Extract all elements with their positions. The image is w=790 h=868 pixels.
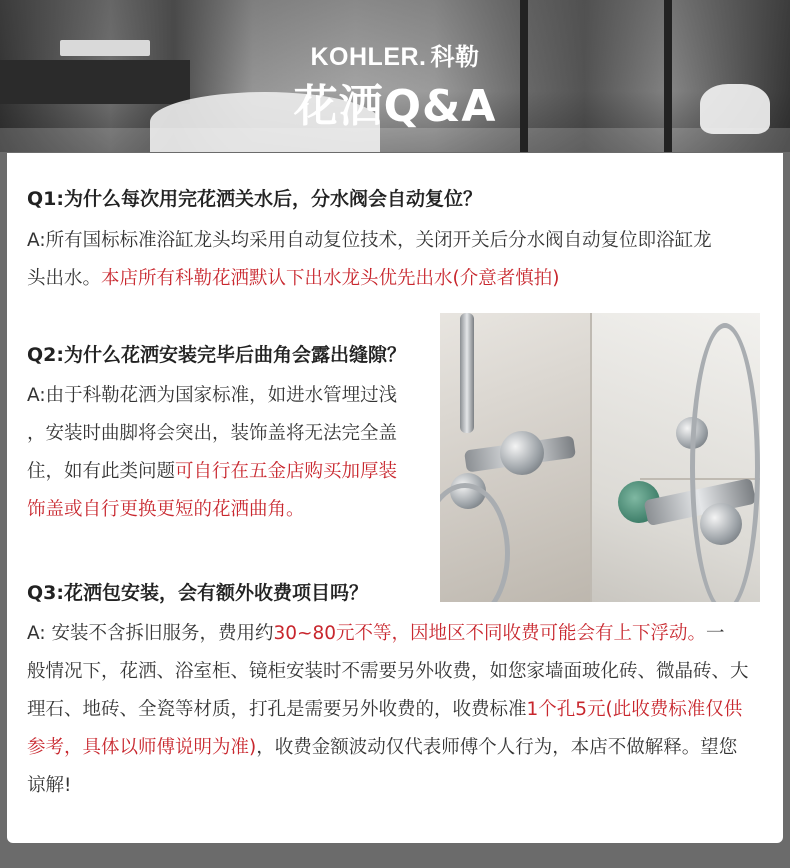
photo-hose <box>690 323 760 602</box>
answer-highlight: 1个孔5元(此收费标准仅供 <box>526 699 743 720</box>
question-1: Q1:为什么每次用完花洒关水后，分水阀会自动复位？ <box>27 188 482 210</box>
answer-text: A: 安装不含拆旧服务，费用约 <box>27 623 274 644</box>
shower-valve-photo <box>440 313 760 602</box>
answer-line <box>27 691 777 729</box>
answer-highlight: 本店所有科勒花洒默认下出水龙头优先出水(介意者慎拍) <box>101 268 560 289</box>
answer-text: A:由于科勒花洒为国家标准，如进水管埋过浅 <box>27 385 398 406</box>
page-title: 花洒Q&A <box>293 81 497 132</box>
question-2: Q2:为什么花洒安装完毕后曲角会露出缝隙？ <box>27 344 406 366</box>
answer-line <box>27 491 437 529</box>
answer-text: A:所有国标标准浴缸龙头均采用自动复位技术，关闭开关后分水阀自动复位即浴缸龙 <box>27 230 712 251</box>
answer-line <box>27 767 777 805</box>
answer-line <box>27 615 777 653</box>
answer-line <box>27 415 437 453</box>
answer-3 <box>27 615 777 805</box>
answer-line <box>27 653 777 691</box>
question-3: Q3:花洒包安装，会有额外收费项目吗？ <box>27 582 368 604</box>
brand-name-en: KOHLER. <box>310 43 427 71</box>
answer-text: ，安装时曲脚将会突出，装饰盖将无法完全盖 <box>27 423 398 444</box>
answer-text: 谅解! <box>27 775 72 796</box>
answer-1 <box>27 222 767 298</box>
header-banner <box>0 0 790 152</box>
answer-line <box>27 729 777 767</box>
answer-text: 一 <box>706 623 725 644</box>
answer-line <box>27 222 767 260</box>
answer-text: 理石、地砖、全瓷等材质，打孔是需要另外收费的，收费标准 <box>27 699 527 720</box>
answer-line <box>27 377 437 415</box>
brand-logo <box>0 37 790 72</box>
photo-tile-seam <box>590 313 592 602</box>
answer-text: 住，如有此类问题 <box>27 461 176 482</box>
brand-name-cn: 科勒 <box>430 43 480 71</box>
answer-highlight: 可自行在五金店购买加厚装 <box>175 461 398 482</box>
answer-text: 头出水。 <box>27 268 102 289</box>
answer-2 <box>27 377 437 529</box>
answer-text: ，收费金额波动仅代表师傅个人行为，本店不做解释。望您 <box>256 737 738 758</box>
answer-text: 般情况下，花洒、浴室柜、镜柜安装时不需要另外收费，如您家墙面玻化砖、微晶砖、大 <box>27 661 749 682</box>
qa-card <box>7 153 783 843</box>
answer-line <box>27 453 437 491</box>
answer-highlight: 参考，具体以师傅说明为准) <box>27 737 257 758</box>
answer-line <box>27 260 767 298</box>
answer-highlight: 饰盖或自行更换更短的花洒曲角。 <box>27 499 305 520</box>
photo-pipe <box>460 313 474 433</box>
answer-highlight: 30~80元不等，因地区不同收费可能会有上下浮动。 <box>273 623 707 644</box>
photo-valve <box>500 431 544 475</box>
